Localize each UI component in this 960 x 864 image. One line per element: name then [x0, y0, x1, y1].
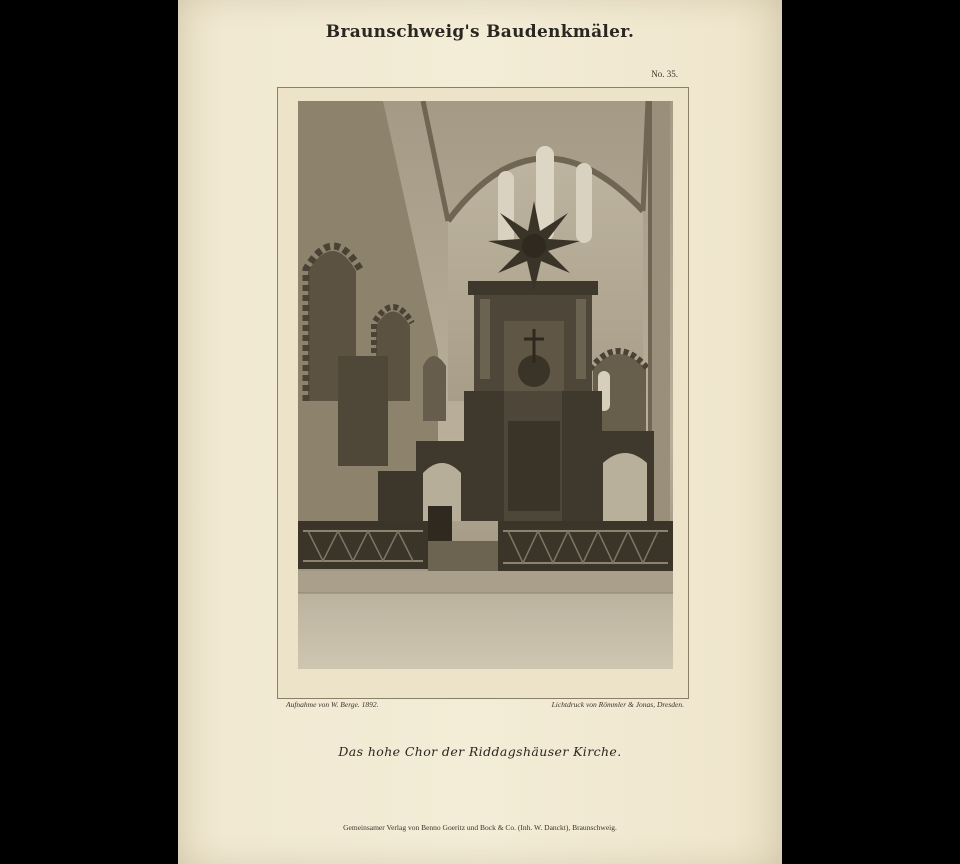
plate-caption: Das hohe Chor der Riddagshäuser Kirche. — [338, 744, 622, 759]
church-choir-photograph — [298, 101, 673, 669]
book-page — [178, 0, 782, 864]
plate-number: No. 35. — [651, 69, 678, 79]
page-header-title: Braunschweig's Baudenkmäler. — [325, 22, 635, 42]
choir-interior-illustration — [298, 101, 673, 669]
publisher-line: Gemeinsamer Verlag von Benno Goeritz und Bock & Co. (Inh. W. Danckt), Braunschweig. — [343, 823, 617, 832]
print-credit: Lichtdruck von Römmler & Jonas, Dresden. — [551, 700, 684, 709]
photo-credit: Aufnahme von W. Berge. 1892. — [286, 700, 379, 709]
